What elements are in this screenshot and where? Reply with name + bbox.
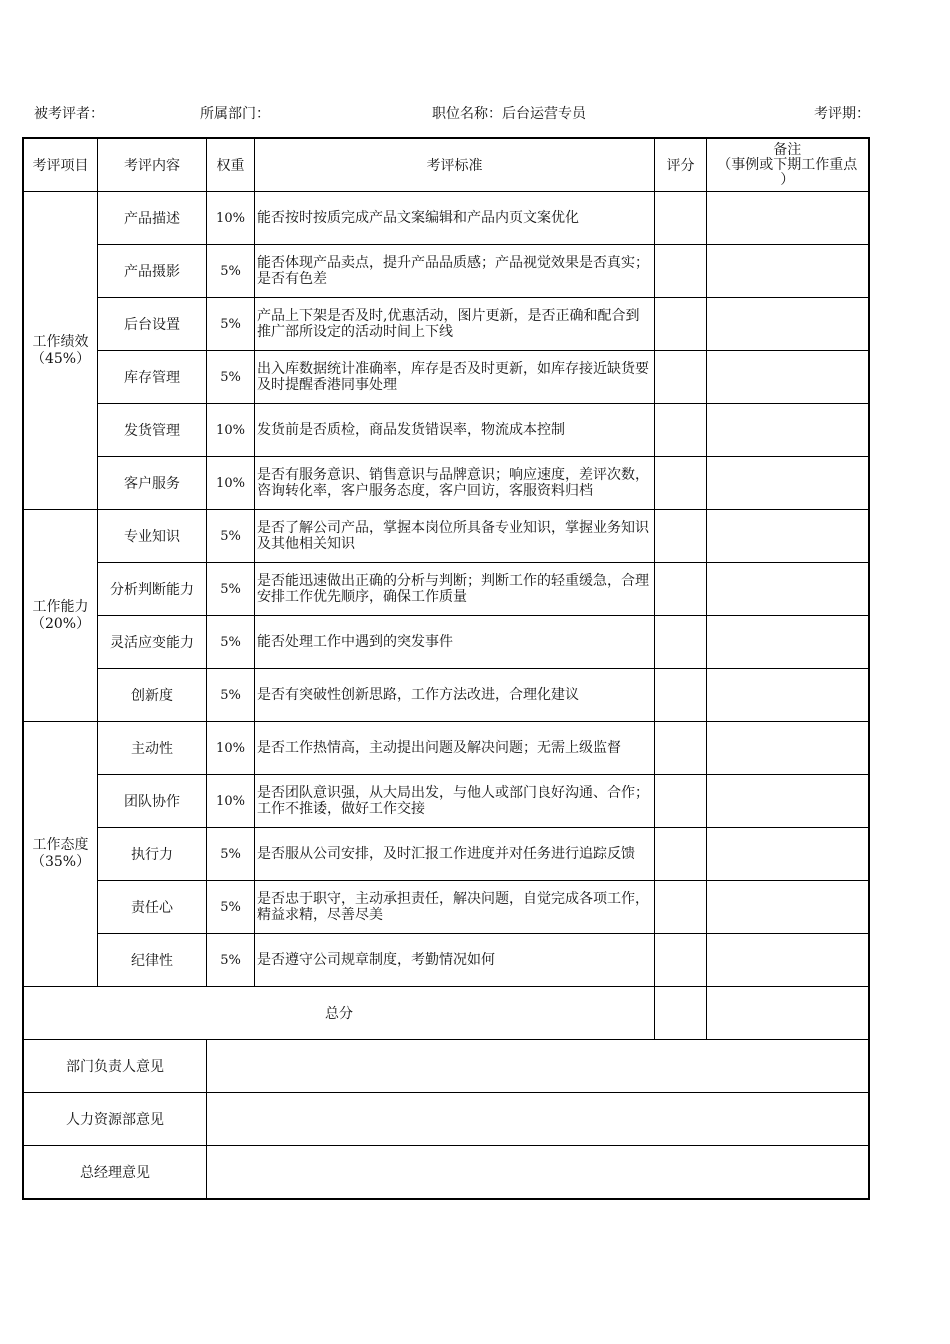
note-input-cell[interactable]	[707, 192, 869, 245]
note-input-cell[interactable]	[707, 881, 869, 934]
content-cell: 创新度	[98, 669, 207, 722]
content-cell: 库存管理	[98, 351, 207, 404]
standard-cell: 是否了解公司产品，掌握本岗位所具备专业知识，掌握业务知识及其他相关知识	[255, 510, 655, 563]
table-row	[23, 775, 869, 828]
score-input-cell[interactable]	[655, 881, 707, 934]
standard-cell: 是否遵守公司规章制度，考勤情况如何	[255, 934, 655, 987]
score-input-cell[interactable]	[655, 563, 707, 616]
weight-cell: 10%	[207, 404, 255, 457]
weight-cell: 5%	[207, 298, 255, 351]
col-header-content: 考评内容	[98, 138, 207, 192]
note-input-cell[interactable]	[707, 457, 869, 510]
category-cell	[23, 722, 98, 987]
opinion-label-gm: 总经理意见	[23, 1146, 207, 1200]
content-cell: 责任心	[98, 881, 207, 934]
total-score-input-cell[interactable]	[655, 987, 707, 1040]
standard-cell: 是否团队意识强，从大局出发，与他人或部门良好沟通、合作；工作不推诿，做好工作交接	[255, 775, 655, 828]
content-cell: 产品描述	[98, 192, 207, 245]
standard-cell: 是否能迅速做出正确的分析与判断；判断工作的轻重缓急，合理安排工作优先顺序，确保工作质量	[255, 563, 655, 616]
standard-cell: 产品上下架是否及时,优惠活动，图片更新，是否正确和配合到推广部所设定的活动时间上下线	[255, 298, 655, 351]
table-header-row	[23, 138, 869, 192]
col-header-standard: 考评标准	[255, 138, 655, 192]
standard-cell: 是否有服务意识、销售意识与品牌意识；响应速度，差评次数，咨询转化率，客户服务态度，客户回访，客服资料归档	[255, 457, 655, 510]
table-row	[23, 192, 869, 245]
standard-cell: 是否有突破性创新思路，工作方法改进，合理化建议	[255, 669, 655, 722]
opinion-input-department[interactable]	[207, 1040, 869, 1093]
category-name: 工作绩效	[32, 333, 89, 350]
score-input-cell[interactable]	[655, 510, 707, 563]
standard-cell: 能否处理工作中遇到的突发事件	[255, 616, 655, 669]
score-input-cell[interactable]	[655, 669, 707, 722]
weight-cell: 5%	[207, 510, 255, 563]
category-percent: （45%）	[30, 350, 91, 367]
content-cell: 后台设置	[98, 298, 207, 351]
standard-cell: 能否体现产品卖点，提升产品品质感；产品视觉效果是否真实；是否有色差	[255, 245, 655, 298]
table-row	[23, 457, 869, 510]
col-header-item: 考评项目	[23, 138, 98, 192]
position-label: 职位名称：后台运营专员	[432, 106, 586, 122]
col-header-score: 评分	[655, 138, 707, 192]
col-header-note	[707, 138, 869, 192]
category-percent: （20%）	[30, 615, 91, 632]
score-input-cell[interactable]	[655, 934, 707, 987]
score-input-cell[interactable]	[655, 404, 707, 457]
score-input-cell[interactable]	[655, 722, 707, 775]
content-cell: 分析判断能力	[98, 563, 207, 616]
weight-cell: 5%	[207, 351, 255, 404]
total-label: 总分	[23, 987, 655, 1040]
category-name: 工作态度	[32, 837, 89, 853]
table-row	[23, 881, 869, 934]
department-label: 所属部门：	[200, 106, 270, 122]
weight-cell: 5%	[207, 245, 255, 298]
note-input-cell[interactable]	[707, 775, 869, 828]
content-cell: 产品摄影	[98, 245, 207, 298]
note-input-cell[interactable]	[707, 669, 869, 722]
note-input-cell[interactable]	[707, 245, 869, 298]
note-input-cell[interactable]	[707, 510, 869, 563]
score-input-cell[interactable]	[655, 775, 707, 828]
content-cell: 发货管理	[98, 404, 207, 457]
note-input-cell[interactable]	[707, 722, 869, 775]
standard-cell: 能否按时按质完成产品文案编辑和产品内页文案优化	[255, 192, 655, 245]
table-row	[23, 669, 869, 722]
weight-cell: 5%	[207, 934, 255, 987]
weight-cell: 5%	[207, 669, 255, 722]
form-header	[0, 103, 950, 123]
table-row	[23, 298, 869, 351]
score-input-cell[interactable]	[655, 245, 707, 298]
content-cell: 纪律性	[98, 934, 207, 987]
opinion-row-hr	[23, 1093, 869, 1146]
note-input-cell[interactable]	[707, 616, 869, 669]
score-input-cell[interactable]	[655, 298, 707, 351]
score-input-cell[interactable]	[655, 192, 707, 245]
note-input-cell[interactable]	[707, 298, 869, 351]
total-row	[23, 987, 869, 1040]
weight-cell: 10%	[207, 775, 255, 828]
table-row	[23, 245, 869, 298]
content-cell: 灵活应变能力	[98, 616, 207, 669]
opinion-row-gm	[23, 1146, 869, 1200]
score-input-cell[interactable]	[655, 828, 707, 881]
total-note-input-cell[interactable]	[707, 987, 869, 1040]
opinion-label-department: 部门负责人意见	[23, 1040, 207, 1093]
content-cell: 客户服务	[98, 457, 207, 510]
note-input-cell[interactable]	[707, 828, 869, 881]
opinion-input-hr[interactable]	[207, 1093, 869, 1146]
note-input-cell[interactable]	[707, 934, 869, 987]
table-row	[23, 828, 869, 881]
table-row	[23, 722, 869, 775]
standard-cell: 发货前是否质检，商品发货错误率，物流成本控制	[255, 404, 655, 457]
table-row	[23, 563, 869, 616]
table-row	[23, 616, 869, 669]
standard-cell: 出入库数据统计准确率，库存是否及时更新，如库存接近缺货要及时提醒香港同事处理	[255, 351, 655, 404]
category-name: 工作能力	[32, 598, 89, 615]
score-input-cell[interactable]	[655, 616, 707, 669]
weight-cell: 10%	[207, 192, 255, 245]
period-label: 考评期：	[814, 106, 870, 122]
evaluation-table	[22, 137, 870, 1200]
score-input-cell[interactable]	[655, 351, 707, 404]
note-input-cell[interactable]	[707, 404, 869, 457]
weight-cell: 5%	[207, 881, 255, 934]
weight-cell: 5%	[207, 563, 255, 616]
note-header-line1: 备注	[773, 141, 802, 158]
content-cell: 执行力	[98, 828, 207, 881]
table-row	[23, 404, 869, 457]
standard-cell: 是否忠于职守，主动承担责任，解决问题，自觉完成各项工作，精益求精，尽善尽美	[255, 881, 655, 934]
note-header-line3: ）	[780, 171, 795, 188]
content-cell: 主动性	[98, 722, 207, 775]
category-cell	[23, 192, 98, 510]
table-row	[23, 351, 869, 404]
score-input-cell[interactable]	[655, 457, 707, 510]
opinion-input-gm[interactable]	[207, 1146, 869, 1200]
category-percent: （35%）	[30, 854, 91, 870]
opinion-row-department	[23, 1040, 869, 1093]
weight-cell: 10%	[207, 457, 255, 510]
standard-cell: 是否工作热情高，主动提出问题及解决问题；无需上级监督	[255, 722, 655, 775]
table-row	[23, 510, 869, 563]
col-header-weight: 权重	[207, 138, 255, 192]
note-header-line2: （事例或下期工作重点	[717, 156, 858, 173]
opinion-label-hr: 人力资源部意见	[23, 1093, 207, 1146]
note-input-cell[interactable]	[707, 351, 869, 404]
category-cell	[23, 510, 98, 722]
standard-cell: 是否服从公司安排，及时汇报工作进度并对任务进行追踪反馈	[255, 828, 655, 881]
weight-cell: 10%	[207, 722, 255, 775]
weight-cell: 5%	[207, 616, 255, 669]
content-cell: 团队协作	[98, 775, 207, 828]
weight-cell: 5%	[207, 828, 255, 881]
note-input-cell[interactable]	[707, 563, 869, 616]
table-row	[23, 934, 869, 987]
reviewee-label: 被考评者：	[34, 106, 104, 122]
content-cell: 专业知识	[98, 510, 207, 563]
